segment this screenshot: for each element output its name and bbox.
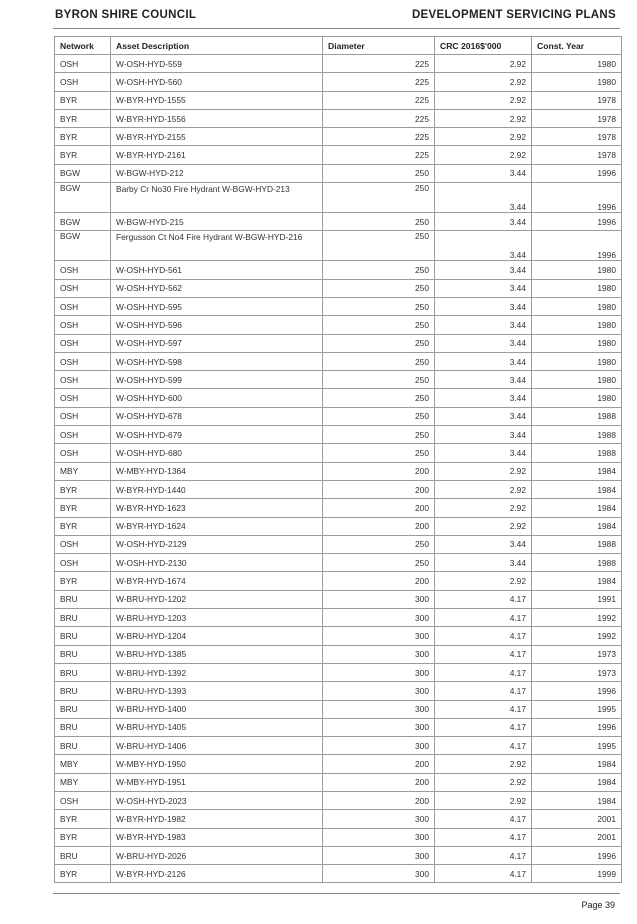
asset-description-cell: W-BRU-HYD-1392 — [111, 663, 323, 681]
const-year-cell: 1978 — [532, 128, 622, 146]
table-row — [55, 572, 622, 590]
crc-cell: 4.17 — [435, 865, 532, 883]
table-row — [55, 590, 622, 608]
asset-description-cell: W-BGW-HYD-215 — [111, 213, 323, 231]
table-row — [55, 91, 622, 109]
network-cell: BGW — [55, 183, 111, 213]
crc-cell: 4.17 — [435, 737, 532, 755]
network-cell: BRU — [55, 737, 111, 755]
asset-description-cell: W-OSH-HYD-678 — [111, 407, 323, 425]
diameter-cell: 225 — [323, 73, 435, 91]
diameter-cell: 300 — [323, 865, 435, 883]
const-year-cell: 1984 — [532, 499, 622, 517]
network-cell: MBY — [55, 773, 111, 791]
diameter-cell: 250 — [323, 164, 435, 182]
table-row — [55, 700, 622, 718]
asset-description-cell: W-MBY-HYD-1364 — [111, 462, 323, 480]
crc-cell: 3.44 — [435, 213, 532, 231]
column-header-asset-description: Asset Description — [111, 37, 323, 55]
crc-cell: 3.44 — [435, 371, 532, 389]
const-year-cell: 1999 — [532, 865, 622, 883]
table-row — [55, 645, 622, 663]
crc-cell: 2.92 — [435, 572, 532, 590]
asset-description-cell: W-BYR-HYD-1982 — [111, 810, 323, 828]
diameter-cell: 300 — [323, 737, 435, 755]
table-row — [55, 682, 622, 700]
network-cell: OSH — [55, 554, 111, 572]
asset-description-cell: W-BYR-HYD-2155 — [111, 128, 323, 146]
const-year-cell: 1984 — [532, 773, 622, 791]
diameter-cell: 300 — [323, 590, 435, 608]
network-cell: OSH — [55, 297, 111, 315]
footer-divider — [53, 893, 620, 894]
asset-description-cell: W-OSH-HYD-561 — [111, 261, 323, 279]
asset-description-cell: W-BRU-HYD-2026 — [111, 846, 323, 864]
diameter-cell: 300 — [323, 682, 435, 700]
const-year-cell: 1995 — [532, 737, 622, 755]
diameter-cell: 200 — [323, 517, 435, 535]
const-year-cell: 1973 — [532, 663, 622, 681]
diameter-cell: 200 — [323, 462, 435, 480]
const-year-cell: 1991 — [532, 590, 622, 608]
const-year-cell: 1978 — [532, 146, 622, 164]
const-year-cell: 1980 — [532, 334, 622, 352]
diameter-cell: 250 — [323, 407, 435, 425]
crc-cell: 2.92 — [435, 773, 532, 791]
const-year-cell: 1988 — [532, 407, 622, 425]
diameter-cell: 250 — [323, 231, 435, 261]
crc-cell: 4.17 — [435, 828, 532, 846]
asset-description-cell: W-OSH-HYD-560 — [111, 73, 323, 91]
crc-cell: 2.92 — [435, 462, 532, 480]
network-cell: OSH — [55, 73, 111, 91]
const-year-cell: 1980 — [532, 55, 622, 73]
diameter-cell: 250 — [323, 444, 435, 462]
table-row — [55, 828, 622, 846]
column-header-diameter: Diameter — [323, 37, 435, 55]
crc-cell: 3.44 — [435, 334, 532, 352]
const-year-cell: 1978 — [532, 109, 622, 127]
diameter-cell: 300 — [323, 627, 435, 645]
const-year-cell: 1980 — [532, 261, 622, 279]
const-year-cell: 1988 — [532, 554, 622, 572]
const-year-cell: 1980 — [532, 352, 622, 370]
asset-description-cell: W-MBY-HYD-1951 — [111, 773, 323, 791]
const-year-cell: 1978 — [532, 91, 622, 109]
asset-description-cell: W-BGW-HYD-212 — [111, 164, 323, 182]
table-row — [55, 609, 622, 627]
table-row — [55, 128, 622, 146]
table-row — [55, 109, 622, 127]
table-row — [55, 810, 622, 828]
const-year-cell: 1980 — [532, 73, 622, 91]
asset-description-cell: W-OSH-HYD-559 — [111, 55, 323, 73]
table-row — [55, 554, 622, 572]
crc-cell: 3.44 — [435, 164, 532, 182]
network-cell: BYR — [55, 480, 111, 498]
asset-description-cell: W-OSH-HYD-2023 — [111, 791, 323, 809]
network-cell: BGW — [55, 231, 111, 261]
network-cell: BYR — [55, 865, 111, 883]
table-row — [55, 146, 622, 164]
asset-description-cell: Barby Cr No30 Fire Hydrant W-BGW-HYD-213 — [111, 183, 323, 213]
diameter-cell: 200 — [323, 499, 435, 517]
network-cell: BRU — [55, 590, 111, 608]
asset-description-cell: W-BRU-HYD-1203 — [111, 609, 323, 627]
diameter-cell: 250 — [323, 371, 435, 389]
const-year-cell: 1996 — [532, 846, 622, 864]
table-row — [55, 755, 622, 773]
table-row — [55, 55, 622, 73]
diameter-cell: 225 — [323, 146, 435, 164]
table-row — [55, 737, 622, 755]
network-cell: BRU — [55, 663, 111, 681]
crc-cell: 3.44 — [435, 407, 532, 425]
const-year-cell: 1973 — [532, 645, 622, 663]
table-row — [55, 627, 622, 645]
asset-description-cell: W-OSH-HYD-679 — [111, 426, 323, 444]
crc-cell: 2.92 — [435, 791, 532, 809]
const-year-cell: 2001 — [532, 810, 622, 828]
const-year-cell: 1984 — [532, 791, 622, 809]
diameter-cell: 250 — [323, 352, 435, 370]
crc-cell: 3.44 — [435, 261, 532, 279]
table-row — [55, 213, 622, 231]
network-cell: MBY — [55, 462, 111, 480]
diameter-cell: 200 — [323, 755, 435, 773]
asset-description-cell: W-BYR-HYD-1556 — [111, 109, 323, 127]
network-cell: OSH — [55, 261, 111, 279]
const-year-cell: 1984 — [532, 480, 622, 498]
page-number: Page 39 — [581, 900, 615, 910]
asset-description-cell: W-OSH-HYD-2130 — [111, 554, 323, 572]
table-row — [55, 462, 622, 480]
table-row — [55, 231, 622, 261]
asset-description-cell: W-BRU-HYD-1406 — [111, 737, 323, 755]
table-row — [55, 316, 622, 334]
crc-cell: 4.17 — [435, 645, 532, 663]
asset-description-cell: W-BYR-HYD-2161 — [111, 146, 323, 164]
network-cell: OSH — [55, 426, 111, 444]
diameter-cell: 250 — [323, 279, 435, 297]
network-cell: BRU — [55, 645, 111, 663]
asset-description-cell: W-BYR-HYD-1624 — [111, 517, 323, 535]
asset-description-cell: W-OSH-HYD-596 — [111, 316, 323, 334]
crc-cell: 2.92 — [435, 499, 532, 517]
const-year-cell: 1984 — [532, 755, 622, 773]
network-cell: OSH — [55, 279, 111, 297]
diameter-cell: 250 — [323, 535, 435, 553]
crc-cell: 3.44 — [435, 444, 532, 462]
crc-cell: 4.17 — [435, 810, 532, 828]
asset-description-cell: W-BRU-HYD-1405 — [111, 718, 323, 736]
crc-cell: 3.44 — [435, 426, 532, 444]
const-year-cell: 1988 — [532, 426, 622, 444]
table-row — [55, 480, 622, 498]
diameter-cell: 200 — [323, 773, 435, 791]
crc-cell: 2.92 — [435, 517, 532, 535]
const-year-cell: 1996 — [532, 682, 622, 700]
asset-description-cell: W-OSH-HYD-600 — [111, 389, 323, 407]
hydrant-asset-table — [54, 36, 622, 883]
crc-cell: 4.17 — [435, 846, 532, 864]
table-row — [55, 371, 622, 389]
diameter-cell: 250 — [323, 554, 435, 572]
asset-description-cell: W-BRU-HYD-1204 — [111, 627, 323, 645]
table-row — [55, 718, 622, 736]
table-row — [55, 297, 622, 315]
network-cell: OSH — [55, 55, 111, 73]
crc-cell: 4.17 — [435, 590, 532, 608]
network-cell: BYR — [55, 91, 111, 109]
network-cell: BRU — [55, 700, 111, 718]
document-title: DEVELOPMENT SERVICING PLANS — [411, 9, 616, 21]
network-cell: OSH — [55, 791, 111, 809]
network-cell: OSH — [55, 535, 111, 553]
diameter-cell: 250 — [323, 213, 435, 231]
network-cell: BYR — [55, 109, 111, 127]
asset-description-cell: W-OSH-HYD-595 — [111, 297, 323, 315]
asset-description-cell: W-BYR-HYD-1674 — [111, 572, 323, 590]
table-row — [55, 334, 622, 352]
network-cell: BYR — [55, 572, 111, 590]
network-cell: BRU — [55, 718, 111, 736]
crc-cell: 3.44 — [435, 316, 532, 334]
diameter-cell: 225 — [323, 128, 435, 146]
const-year-cell: 1988 — [532, 535, 622, 553]
crc-cell: 3.44 — [435, 231, 532, 261]
header-divider — [53, 28, 620, 29]
table-header-row — [55, 37, 622, 55]
diameter-cell: 225 — [323, 91, 435, 109]
crc-cell: 2.92 — [435, 755, 532, 773]
network-cell: OSH — [55, 389, 111, 407]
crc-cell: 4.17 — [435, 718, 532, 736]
table-row — [55, 663, 622, 681]
column-header-network: Network — [55, 37, 111, 55]
diameter-cell: 250 — [323, 316, 435, 334]
crc-cell: 3.44 — [435, 352, 532, 370]
crc-cell: 2.92 — [435, 55, 532, 73]
table-row — [55, 261, 622, 279]
table-row — [55, 499, 622, 517]
asset-description-cell: W-BRU-HYD-1400 — [111, 700, 323, 718]
const-year-cell: 1980 — [532, 279, 622, 297]
diameter-cell: 200 — [323, 572, 435, 590]
table-body — [55, 55, 622, 883]
network-cell: OSH — [55, 444, 111, 462]
column-header-const-year: Const. Year — [532, 37, 622, 55]
table-row — [55, 279, 622, 297]
const-year-cell: 1980 — [532, 371, 622, 389]
asset-description-cell: W-BRU-HYD-1393 — [111, 682, 323, 700]
diameter-cell: 300 — [323, 700, 435, 718]
network-cell: MBY — [55, 755, 111, 773]
diameter-cell: 250 — [323, 389, 435, 407]
asset-description-cell: W-OSH-HYD-597 — [111, 334, 323, 352]
asset-description-cell: W-BYR-HYD-1983 — [111, 828, 323, 846]
asset-description-cell: W-MBY-HYD-1950 — [111, 755, 323, 773]
crc-cell: 3.44 — [435, 535, 532, 553]
asset-description-cell: W-BYR-HYD-1555 — [111, 91, 323, 109]
network-cell: BRU — [55, 627, 111, 645]
diameter-cell: 225 — [323, 109, 435, 127]
crc-cell: 3.44 — [435, 279, 532, 297]
const-year-cell: 2001 — [532, 828, 622, 846]
network-cell: BRU — [55, 846, 111, 864]
network-cell: BRU — [55, 609, 111, 627]
diameter-cell: 250 — [323, 261, 435, 279]
diameter-cell: 250 — [323, 183, 435, 213]
asset-description-cell: W-OSH-HYD-680 — [111, 444, 323, 462]
table-row — [55, 865, 622, 883]
network-cell: BYR — [55, 828, 111, 846]
const-year-cell: 1996 — [532, 213, 622, 231]
table-row — [55, 535, 622, 553]
crc-cell: 4.17 — [435, 682, 532, 700]
asset-description-cell: Fergusson Ct No4 Fire Hydrant W-BGW-HYD-216 — [111, 231, 323, 261]
network-cell: BYR — [55, 146, 111, 164]
network-cell: BGW — [55, 164, 111, 182]
crc-cell: 4.17 — [435, 609, 532, 627]
table-row — [55, 773, 622, 791]
table-row — [55, 517, 622, 535]
crc-cell: 3.44 — [435, 183, 532, 213]
asset-description-cell: W-OSH-HYD-562 — [111, 279, 323, 297]
asset-description-cell: W-BRU-HYD-1385 — [111, 645, 323, 663]
network-cell: OSH — [55, 371, 111, 389]
network-cell: BYR — [55, 499, 111, 517]
asset-description-cell: W-OSH-HYD-599 — [111, 371, 323, 389]
crc-cell: 4.17 — [435, 627, 532, 645]
const-year-cell: 1992 — [532, 609, 622, 627]
const-year-cell: 1980 — [532, 316, 622, 334]
diameter-cell: 250 — [323, 297, 435, 315]
diameter-cell: 200 — [323, 480, 435, 498]
crc-cell: 3.44 — [435, 297, 532, 315]
const-year-cell: 1995 — [532, 700, 622, 718]
diameter-cell: 250 — [323, 334, 435, 352]
table-row — [55, 352, 622, 370]
const-year-cell: 1984 — [532, 462, 622, 480]
network-cell: OSH — [55, 352, 111, 370]
column-header-crc: CRC 2016$'000 — [435, 37, 532, 55]
diameter-cell: 225 — [323, 55, 435, 73]
crc-cell: 2.92 — [435, 109, 532, 127]
table-row — [55, 183, 622, 213]
const-year-cell: 1996 — [532, 183, 622, 213]
diameter-cell: 300 — [323, 810, 435, 828]
crc-cell: 3.44 — [435, 389, 532, 407]
network-cell: BYR — [55, 128, 111, 146]
diameter-cell: 200 — [323, 791, 435, 809]
const-year-cell: 1996 — [532, 164, 622, 182]
network-cell: BGW — [55, 213, 111, 231]
diameter-cell: 300 — [323, 718, 435, 736]
network-cell: BYR — [55, 517, 111, 535]
crc-cell: 4.17 — [435, 663, 532, 681]
network-cell: OSH — [55, 316, 111, 334]
const-year-cell: 1996 — [532, 718, 622, 736]
network-cell: BRU — [55, 682, 111, 700]
crc-cell: 2.92 — [435, 146, 532, 164]
crc-cell: 2.92 — [435, 480, 532, 498]
asset-description-cell: W-BYR-HYD-1623 — [111, 499, 323, 517]
diameter-cell: 300 — [323, 828, 435, 846]
table-row — [55, 73, 622, 91]
const-year-cell: 1992 — [532, 627, 622, 645]
table-row — [55, 389, 622, 407]
table-row — [55, 407, 622, 425]
table-row — [55, 426, 622, 444]
network-cell: OSH — [55, 407, 111, 425]
crc-cell: 2.92 — [435, 128, 532, 146]
network-cell: BYR — [55, 810, 111, 828]
table-row — [55, 791, 622, 809]
network-cell: OSH — [55, 334, 111, 352]
diameter-cell: 300 — [323, 846, 435, 864]
const-year-cell: 1996 — [532, 231, 622, 261]
const-year-cell: 1980 — [532, 389, 622, 407]
asset-description-cell: W-OSH-HYD-598 — [111, 352, 323, 370]
crc-cell: 4.17 — [435, 700, 532, 718]
crc-cell: 2.92 — [435, 73, 532, 91]
diameter-cell: 250 — [323, 426, 435, 444]
asset-description-cell: W-BYR-HYD-1440 — [111, 480, 323, 498]
asset-description-cell: W-BRU-HYD-1202 — [111, 590, 323, 608]
crc-cell: 2.92 — [435, 91, 532, 109]
const-year-cell: 1984 — [532, 517, 622, 535]
council-name: BYRON SHIRE COUNCIL — [55, 9, 197, 21]
table-row — [55, 846, 622, 864]
const-year-cell: 1980 — [532, 297, 622, 315]
table-row — [55, 444, 622, 462]
asset-description-cell: W-OSH-HYD-2129 — [111, 535, 323, 553]
const-year-cell: 1988 — [532, 444, 622, 462]
diameter-cell: 300 — [323, 645, 435, 663]
table-row — [55, 164, 622, 182]
diameter-cell: 300 — [323, 663, 435, 681]
const-year-cell: 1984 — [532, 572, 622, 590]
crc-cell: 3.44 — [435, 554, 532, 572]
asset-description-cell: W-BYR-HYD-2126 — [111, 865, 323, 883]
diameter-cell: 300 — [323, 609, 435, 627]
